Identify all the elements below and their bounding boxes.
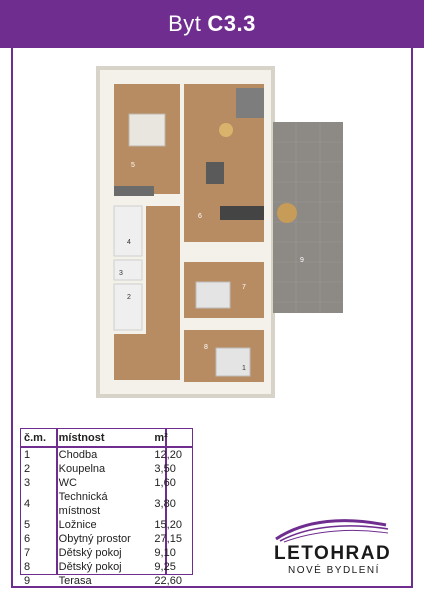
row-room: Obytný prostor	[58, 533, 131, 545]
row-area: 9,25	[154, 561, 176, 573]
logo-name: LETOHRAD	[274, 543, 392, 564]
room-legend-table	[21, 430, 192, 588]
row-num: 3	[24, 477, 31, 489]
table-row	[21, 476, 192, 490]
legend-header-room: místnost	[56, 430, 152, 447]
row-area: 15,20	[154, 519, 182, 531]
row-num: 7	[24, 547, 31, 559]
wardrobe	[114, 186, 154, 196]
label-room-8: 8	[204, 344, 208, 351]
coffee-table	[219, 123, 233, 137]
logo-tagline: NOVÉ BYDLENÍ	[288, 565, 380, 576]
bed	[129, 114, 165, 146]
legend-header-area: m²	[151, 430, 192, 447]
title-prefix: Byt	[168, 11, 202, 36]
page-header	[0, 0, 424, 48]
row-room: WC	[58, 477, 77, 489]
table-row	[21, 546, 192, 560]
label-room-6: 6	[198, 213, 202, 220]
row-area: 12,20	[154, 449, 182, 461]
label-room-3: 3	[119, 270, 123, 277]
row-area: 22,60	[154, 575, 182, 587]
page-title	[168, 11, 256, 37]
row-num: 5	[24, 519, 31, 531]
legend-header-num: č.m.	[21, 430, 56, 447]
legend-header-row	[21, 430, 192, 447]
label-room-1: 1	[242, 365, 246, 372]
label-room-7: 7	[242, 284, 246, 291]
row-area: 3,80	[154, 498, 176, 510]
row-num: 4	[24, 498, 31, 510]
row-room: Koupelna	[58, 463, 106, 475]
row-room: Terasa	[58, 575, 92, 587]
table-row	[21, 560, 192, 574]
letohrad-logo	[266, 515, 396, 575]
row-room: Chodba	[58, 449, 98, 461]
row-area: 3,50	[154, 463, 176, 475]
table-row	[21, 447, 192, 462]
room-bathroom	[114, 284, 142, 330]
row-num: 1	[24, 449, 31, 461]
label-room-2: 2	[127, 294, 131, 301]
label-room-5: 5	[131, 162, 135, 169]
row-num: 6	[24, 533, 31, 545]
sofa	[236, 88, 264, 118]
row-room: Dětský pokoj	[58, 547, 122, 559]
row-area: 27,15	[154, 533, 182, 545]
kitchen-island	[220, 206, 264, 220]
label-room-4: 4	[127, 239, 131, 246]
table-row	[21, 490, 192, 518]
floor-plan	[96, 66, 348, 398]
room-technical	[114, 206, 142, 256]
room-corridor	[114, 334, 180, 380]
frame-right	[411, 48, 413, 588]
table-row	[21, 518, 192, 532]
row-room: Dětský pokoj	[58, 561, 122, 573]
row-room: Ložnice	[58, 519, 97, 531]
table-row	[21, 532, 192, 546]
row-num: 8	[24, 561, 31, 573]
unit-code: C3.3	[207, 11, 256, 36]
logo-swoosh-icon	[266, 515, 396, 545]
row-num: 2	[24, 463, 31, 475]
label-room-9: 9	[300, 257, 304, 264]
terrace-table	[277, 203, 297, 223]
table-row	[21, 462, 192, 476]
row-area: 1,60	[154, 477, 176, 489]
table-row	[21, 574, 192, 588]
row-room: Technická místnost	[58, 491, 108, 517]
dining-table	[206, 162, 224, 184]
row-num: 9	[24, 575, 31, 587]
bed-kids-1	[196, 282, 230, 308]
frame-left	[11, 48, 13, 588]
row-area: 9,10	[154, 547, 176, 559]
